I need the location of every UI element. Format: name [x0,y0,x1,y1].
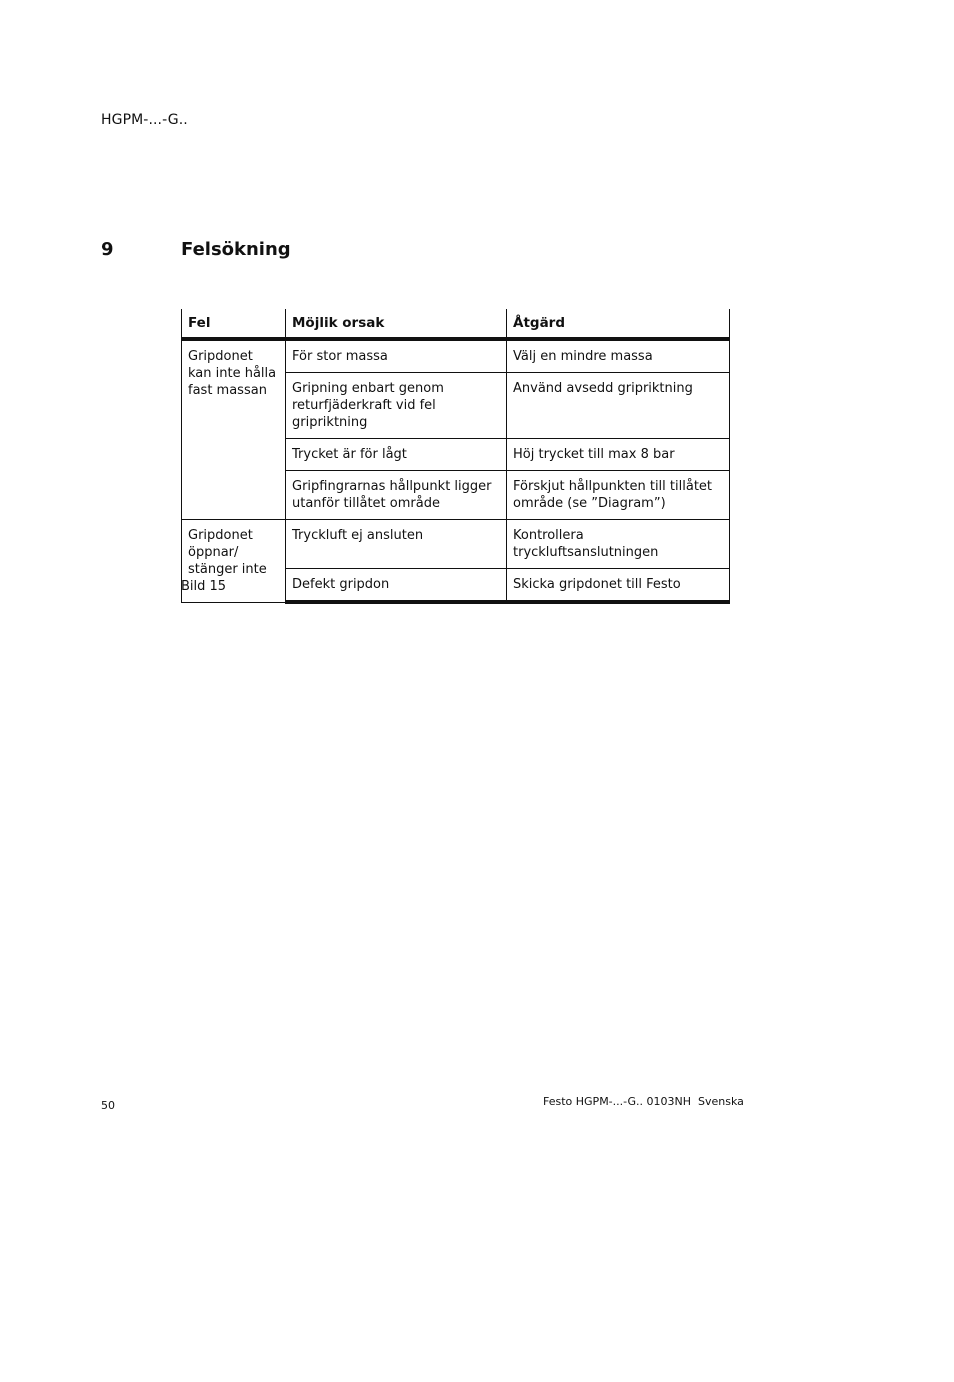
action-cell: Kontrollera tryckluftsanslutningen [507,520,730,569]
section-number: 9 [101,239,114,260]
running-header: HGPM-...-G.. [101,112,188,128]
fault-cell: Gripdonet kan inte hålla fast massan [182,339,286,520]
cause-cell: Tryckluft ej ansluten [286,520,507,569]
action-cell: Höj trycket till max 8 bar [507,439,730,471]
action-cell: Välj en mindre massa [507,339,730,373]
action-cell: Skicka gripdonet till Festo [507,569,730,603]
action-cell: Använd avsedd gripriktning [507,373,730,439]
section-title: Felsökning [181,239,291,260]
table-header-row [182,309,730,339]
column-header-fault: Fel [182,309,286,339]
footer-text: Festo HGPM-...-G.. 0103NH Svenska [543,1095,744,1108]
column-header-action: Åtgärd [507,309,730,339]
cause-cell: Gripning enbart genom returfjäderkraft vid fel gripriktning [286,373,507,439]
cause-cell: Gripfingrarnas hållpunkt ligger utanför tillåtet område [286,471,507,520]
column-header-cause: Möjlik orsak [286,309,507,339]
action-cell: Förskjut hållpunkten till tillåtet område (se ”Diagram”) [507,471,730,520]
table-row [182,339,730,373]
figure-caption: Bild 15 [181,579,227,594]
cause-cell: Trycket är för lågt [286,439,507,471]
fault-cell: Gripdonet öppnar/ stänger inte [182,520,286,603]
table-row [182,520,730,569]
cause-cell: Defekt gripdon [286,569,507,603]
page-number: 50 [101,1099,115,1112]
troubleshooting-table [181,309,730,604]
cause-cell: För stor massa [286,339,507,373]
